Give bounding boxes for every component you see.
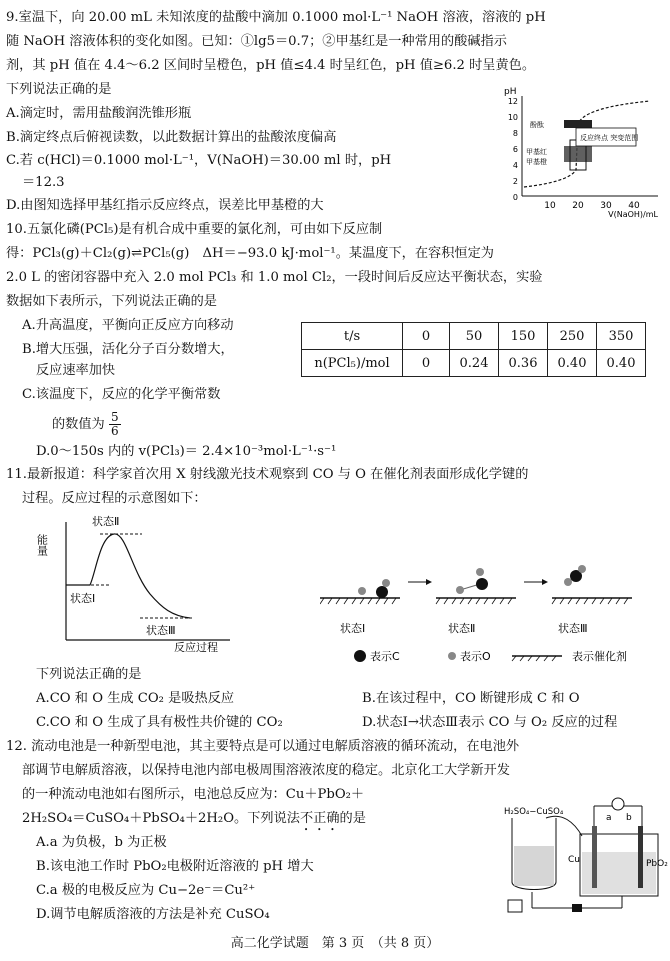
table-row — [302, 323, 646, 350]
table-cell: 50 — [450, 323, 499, 350]
reaction-scheme — [320, 560, 670, 670]
x-tick: 10 — [544, 201, 556, 211]
q10-option-b: B.增大压强，活化分子百分数增大， — [22, 342, 234, 357]
y-tick: 8 — [512, 129, 518, 138]
table-cell: t/s — [302, 323, 403, 350]
table-cell: 150 — [499, 323, 548, 350]
q9-line1: 9.室温下，向 20.00 mL 未知浓度的盐酸中滴加 0.1000 mol·L⁻¹ NaOH 溶液，溶液的 pH — [6, 10, 546, 25]
phenolphthalein-range — [564, 120, 592, 128]
q12-option-b: B.该电池工作时 PbO₂电极附近溶液的 pH 增大 — [36, 859, 314, 874]
q10-fraction — [109, 411, 121, 438]
oxygen-atom — [578, 565, 586, 573]
table-cell: 0.24 — [450, 350, 499, 377]
oxygen-atom — [358, 587, 366, 595]
q10-option-b-cont: 反应速率加快 — [36, 363, 116, 378]
label-methyl-orange: 甲基橙 — [526, 158, 547, 166]
q9-option-b: B.滴定终点后俯视读数，以此数据计算出的盐酸浓度偏高 — [6, 130, 337, 145]
q9-line2: 随 NaOH 溶液体积的变化如图。已知：①lg5＝0.7；②甲基红是一种常用的酸碱指示 — [6, 34, 507, 49]
q12-option-a: A.a 为负极，b 为正极 — [36, 835, 167, 850]
q12-line1: 12. 流动电池是一种新型电池，其主要特点是可以通过电解质溶液的循环流动，在电池外 — [6, 739, 520, 754]
table-row — [302, 350, 646, 377]
y-tick: 6 — [512, 145, 518, 154]
carbon-atom — [376, 586, 388, 598]
carbon-atom — [476, 578, 488, 590]
q9-option-a: A.滴定时，需用盐酸润洗锥形瓶 — [6, 106, 192, 121]
q9-option-c-cont: ＝12.3 — [22, 175, 65, 190]
q12-line4-c: 的是 — [339, 811, 366, 826]
bulb-icon — [612, 798, 624, 810]
cu-label: Cu — [568, 855, 580, 865]
oxygen-atom — [476, 568, 484, 576]
q10-line3: 2.0 L 的密闭容器中充入 2.0 mol PCl₃ 和 1.0 mol Cl₂，一段时间后反应达平衡状态，实验 — [6, 270, 543, 285]
q11-option-c: C.CO 和 O 生成了具有极性共价键的 CO₂ — [36, 715, 283, 730]
graph-x-title: V(NaOH)/mL — [608, 210, 658, 219]
q10-c-text: 的数值为 — [52, 417, 105, 432]
energy-diagram — [30, 512, 240, 652]
oxygen-atom — [456, 586, 464, 594]
q11-option-b: B.在该过程中，CO 断键形成 C 和 O — [362, 691, 580, 706]
q11-prompt: 下列说法正确的是 — [36, 667, 142, 682]
pump-icon — [508, 900, 522, 912]
table-cell: 0 — [403, 350, 450, 377]
q10-line4: 数据如下表所示，下列说法正确的是 — [6, 294, 217, 309]
terminal-b: b — [626, 813, 632, 823]
state3-label: 状态Ⅲ — [146, 624, 176, 637]
methyl-red-range — [564, 146, 592, 162]
q11-option-a: A.CO 和 O 生成 CO₂ 是吸热反应 — [36, 691, 235, 706]
label-phenolphthalein: 酚酞 — [530, 121, 544, 129]
q12-option-c: C.a 极的电极反应为 Cu−2e⁻＝Cu²⁺ — [36, 883, 256, 898]
table-cell: 0.40 — [548, 350, 597, 377]
terminal-a: a — [606, 813, 612, 823]
battery-figure — [502, 796, 668, 918]
q9-line4: 下列说法正确的是 — [6, 82, 112, 97]
fraction-numerator: 5 — [110, 410, 119, 424]
q10-line1: 10.五氯化磷(PCl₅)是有机合成中重要的氯化剂，可由如下反应制 — [6, 222, 383, 237]
data-table — [301, 322, 646, 377]
q9-option-c: C.若 c(HCl)＝0.1000 mol·L⁻¹，V(NaOH)＝30.00 ml 时，pH — [6, 153, 392, 168]
state1-label: 状态Ⅰ — [70, 592, 96, 605]
q12-line4 — [22, 810, 366, 834]
q12-emphasis: 不正确 — [299, 811, 340, 826]
y-tick: 0 — [512, 193, 518, 202]
pbo2-label: PbO₂ — [646, 859, 668, 869]
legend-carbon-icon — [354, 650, 366, 662]
q10-option-d: D.0～150s 内的 v(PCl₃)＝ 2.4×10⁻³mol·L⁻¹·s⁻¹ — [36, 444, 337, 459]
table-cell: 350 — [597, 323, 646, 350]
legend-catalyst: 表示催化剂 — [572, 650, 627, 663]
q11-line1: 11.最新报道：科学家首次用 X 射线激光技术观察到 CO 与 O 在催化剂表面形成化学键的 — [6, 467, 529, 482]
fraction-denominator: 6 — [110, 424, 119, 438]
table-cell: 0 — [403, 323, 450, 350]
q12-line4-a: 2H₂SO₄＝CuSO₄＋PbSO₄＋2H₂O。下列说法 — [22, 811, 300, 826]
energy-curve — [66, 534, 190, 618]
q10-option-c-cont — [52, 411, 121, 438]
y-tick: 12 — [507, 97, 518, 106]
cu-electrode — [592, 826, 597, 888]
x-tick: 40 — [628, 201, 640, 211]
y-tick: 4 — [512, 161, 518, 170]
q11-line2: 过程。反应过程的示意图如下： — [22, 491, 207, 506]
q9-option-d: D.由图知选择甲基红指示反应终点，误差比甲基橙的大 — [6, 198, 324, 213]
y-tick: 10 — [507, 113, 518, 122]
legend-carbon: 表示C — [370, 650, 400, 663]
reaction-path-label: 反应过程 — [174, 641, 218, 652]
scheme-state3: 状态Ⅲ — [558, 622, 588, 635]
q11-option-d: D.状态Ⅰ→状态Ⅲ表示 CO 与 O₂ 反应的过程 — [362, 715, 618, 730]
x-tick: 20 — [572, 201, 584, 211]
scheme-state1: 状态Ⅰ — [340, 622, 366, 635]
oxygen-atom — [564, 578, 572, 586]
q10-option-a: A.升高温度，平衡向正反应方向移动 — [22, 318, 234, 333]
titration-graph — [490, 84, 670, 219]
x-tick: 30 — [600, 201, 612, 211]
q9-line3: 剂，其 pH 值在 4.4～6.2 区间时呈橙色，pH 值≤4.4 时呈红色，pH 值≥6.2 时呈黄色。 — [6, 58, 536, 73]
page-footer: 高二化学试题 第 3 页 （共 8 页） — [230, 936, 440, 951]
legend-oxygen-icon — [448, 652, 456, 660]
table-cell: 0.36 — [499, 350, 548, 377]
energy-axis-label: 能量 — [35, 534, 49, 556]
tank-label: H₂SO₄−CuSO₄ — [504, 807, 564, 817]
scheme-state2: 状态Ⅱ — [448, 622, 476, 635]
q12-option-d: D.调节电解质溶液的方法是补充 CuSO₄ — [36, 907, 270, 922]
q10-line2: 得：PCl₃(g)＋Cl₂(g)⇌PCl₅(g) ΔH＝−93.0 kJ·mol⁻¹。某温度下，在容积恒定为 — [6, 246, 494, 261]
graph-y-title: pH — [504, 87, 517, 97]
table-cell: 0.40 — [597, 350, 646, 377]
y-tick: 2 — [512, 177, 518, 186]
table-cell: n(PCl₅)/mol — [302, 350, 403, 377]
table-cell: 250 — [548, 323, 597, 350]
pbo2-electrode — [638, 826, 643, 888]
q10-option-c: C.该温度下，反应的化学平衡常数 — [22, 387, 221, 402]
state2-label: 状态Ⅱ — [92, 515, 120, 528]
q12-line3: 的一种流动电池如右图所示，电池总反应为：Cu＋PbO₂＋ — [22, 787, 365, 802]
label-endpoint: 反应终点 突变范围 — [580, 134, 639, 142]
legend-oxygen: 表示O — [460, 650, 491, 663]
label-methyl-red: 甲基红 — [526, 148, 547, 156]
q12-line2: 部调节电解质溶液，以保持电池内部电极周围溶液浓度的稳定。北京化工大学新开发 — [22, 763, 510, 778]
oxygen-atom — [382, 579, 390, 587]
